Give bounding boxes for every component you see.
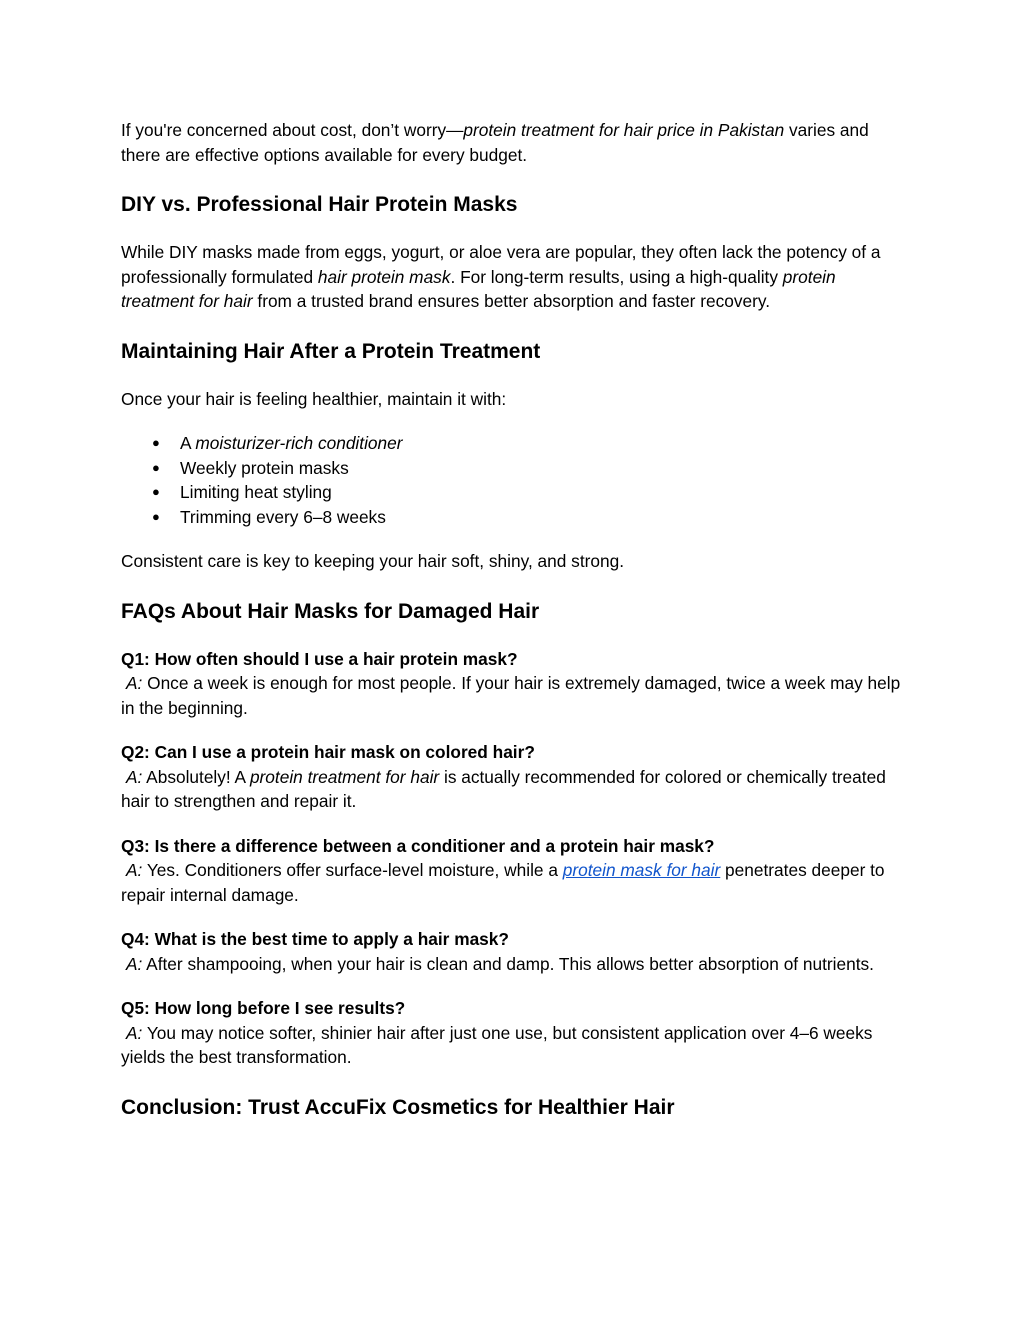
faq-answer-prefix: A: — [126, 953, 143, 974]
protein-mask-link[interactable]: protein mask for hair — [562, 860, 721, 880]
faq-answer-prefix: A: — [126, 766, 143, 787]
faq-question: Q4: What is the best time to apply a hair mask? — [121, 929, 509, 949]
list-item-text: Limiting heat styling — [180, 482, 332, 502]
diy-paragraph — [121, 240, 911, 314]
faq-answer-text-2: penetrates deeper to repair internal damage. — [121, 860, 885, 905]
maintain-heading: Maintaining Hair After a Protein Treatment — [121, 339, 541, 363]
diy-text-1: While DIY masks made from eggs, yogurt, or aloe vera are popular, they often lack the potency of a professionally formulated — [121, 242, 881, 287]
faq-answer: You may notice softer, shinier hair after just one use, but consistent application over 4–6 weeks yields the best transformation. — [121, 1022, 873, 1067]
faq-question: Q1: How often should I use a hair protein mask? — [121, 648, 518, 669]
faq-answer: Once a week is enough for most people. If your hair is extremely damaged, twice a week may help in the beginning. — [121, 673, 901, 718]
faq-answer-emphasis: protein treatment for hair — [249, 766, 440, 787]
list-item-emphasis: moisturizer-rich conditioner — [195, 433, 403, 453]
faq-answer-prefix: A: — [126, 860, 143, 880]
faq-question: Q3: Is there a difference between a conditioner and a protein hair mask? — [121, 835, 715, 856]
diy-emphasis-1: hair protein mask — [317, 266, 451, 287]
faq-answer-prefix: A: — [126, 673, 143, 693]
faq-item-5 — [121, 996, 911, 1070]
faq-item-3 — [121, 834, 911, 908]
bullet-icon: ● — [152, 484, 160, 499]
maintain-intro: Once your hair is feeling healthier, maintain it with: — [121, 388, 507, 409]
diy-heading: DIY vs. Professional Hair Protein Masks — [121, 193, 518, 216]
list-item-text: Weekly protein masks — [180, 457, 349, 478]
faq-question: Q2: Can I use a protein hair mask on colored hair? — [121, 742, 535, 762]
diy-text-2: . For long-term results, using a high-quality — [450, 266, 783, 287]
intro-paragraph — [121, 118, 911, 167]
faq-answer-text-1: Absolutely! A — [142, 766, 250, 787]
conclusion-heading: Conclusion: Trust AccuFix Cosmetics for Healthier Hair — [121, 1095, 675, 1119]
faq-item-4 — [121, 927, 911, 976]
faq-answer: After shampooing, when your hair is clean and damp. This allows better absorption of nutrients. — [142, 953, 874, 974]
list-item — [121, 505, 911, 530]
list-item — [121, 456, 911, 481]
faq-item-1 — [121, 647, 911, 721]
faq-item-2 — [121, 740, 911, 814]
maintain-closing: Consistent care is key to keeping your hair soft, shiny, and strong. — [121, 551, 625, 571]
diy-emphasis-2: protein treatment for hair — [121, 266, 836, 311]
list-item — [121, 431, 911, 456]
faq-answer-text-2: is actually recommended for colored or chemically treated hair to strengthen and repair it. — [121, 766, 886, 811]
faq-answer-text-1: Yes. Conditioners offer surface-level moisture, while a — [142, 860, 563, 880]
faq-answer-prefix: A: — [126, 1022, 143, 1043]
list-item — [121, 480, 911, 505]
list-item-prefix: A — [180, 433, 196, 453]
maintenance-list — [121, 431, 911, 529]
intro-text-2: varies and there are effective options available for every budget. — [121, 120, 869, 165]
faqs-heading: FAQs About Hair Masks for Damaged Hair — [121, 599, 540, 623]
bullet-icon: ● — [152, 459, 160, 475]
list-item-text: Trimming every 6–8 weeks — [180, 506, 386, 527]
document-page — [121, 118, 911, 1122]
bullet-icon: ● — [152, 435, 160, 450]
diy-text-3: from a trusted brand ensures better absorption and faster recovery. — [252, 291, 771, 311]
intro-emphasis: protein treatment for hair price in Pakistan — [463, 120, 785, 140]
bullet-icon: ● — [152, 508, 160, 524]
faq-question: Q5: How long before I see results? — [121, 998, 406, 1018]
intro-text-1: If you're concerned about cost, don’t worry— — [121, 120, 464, 140]
